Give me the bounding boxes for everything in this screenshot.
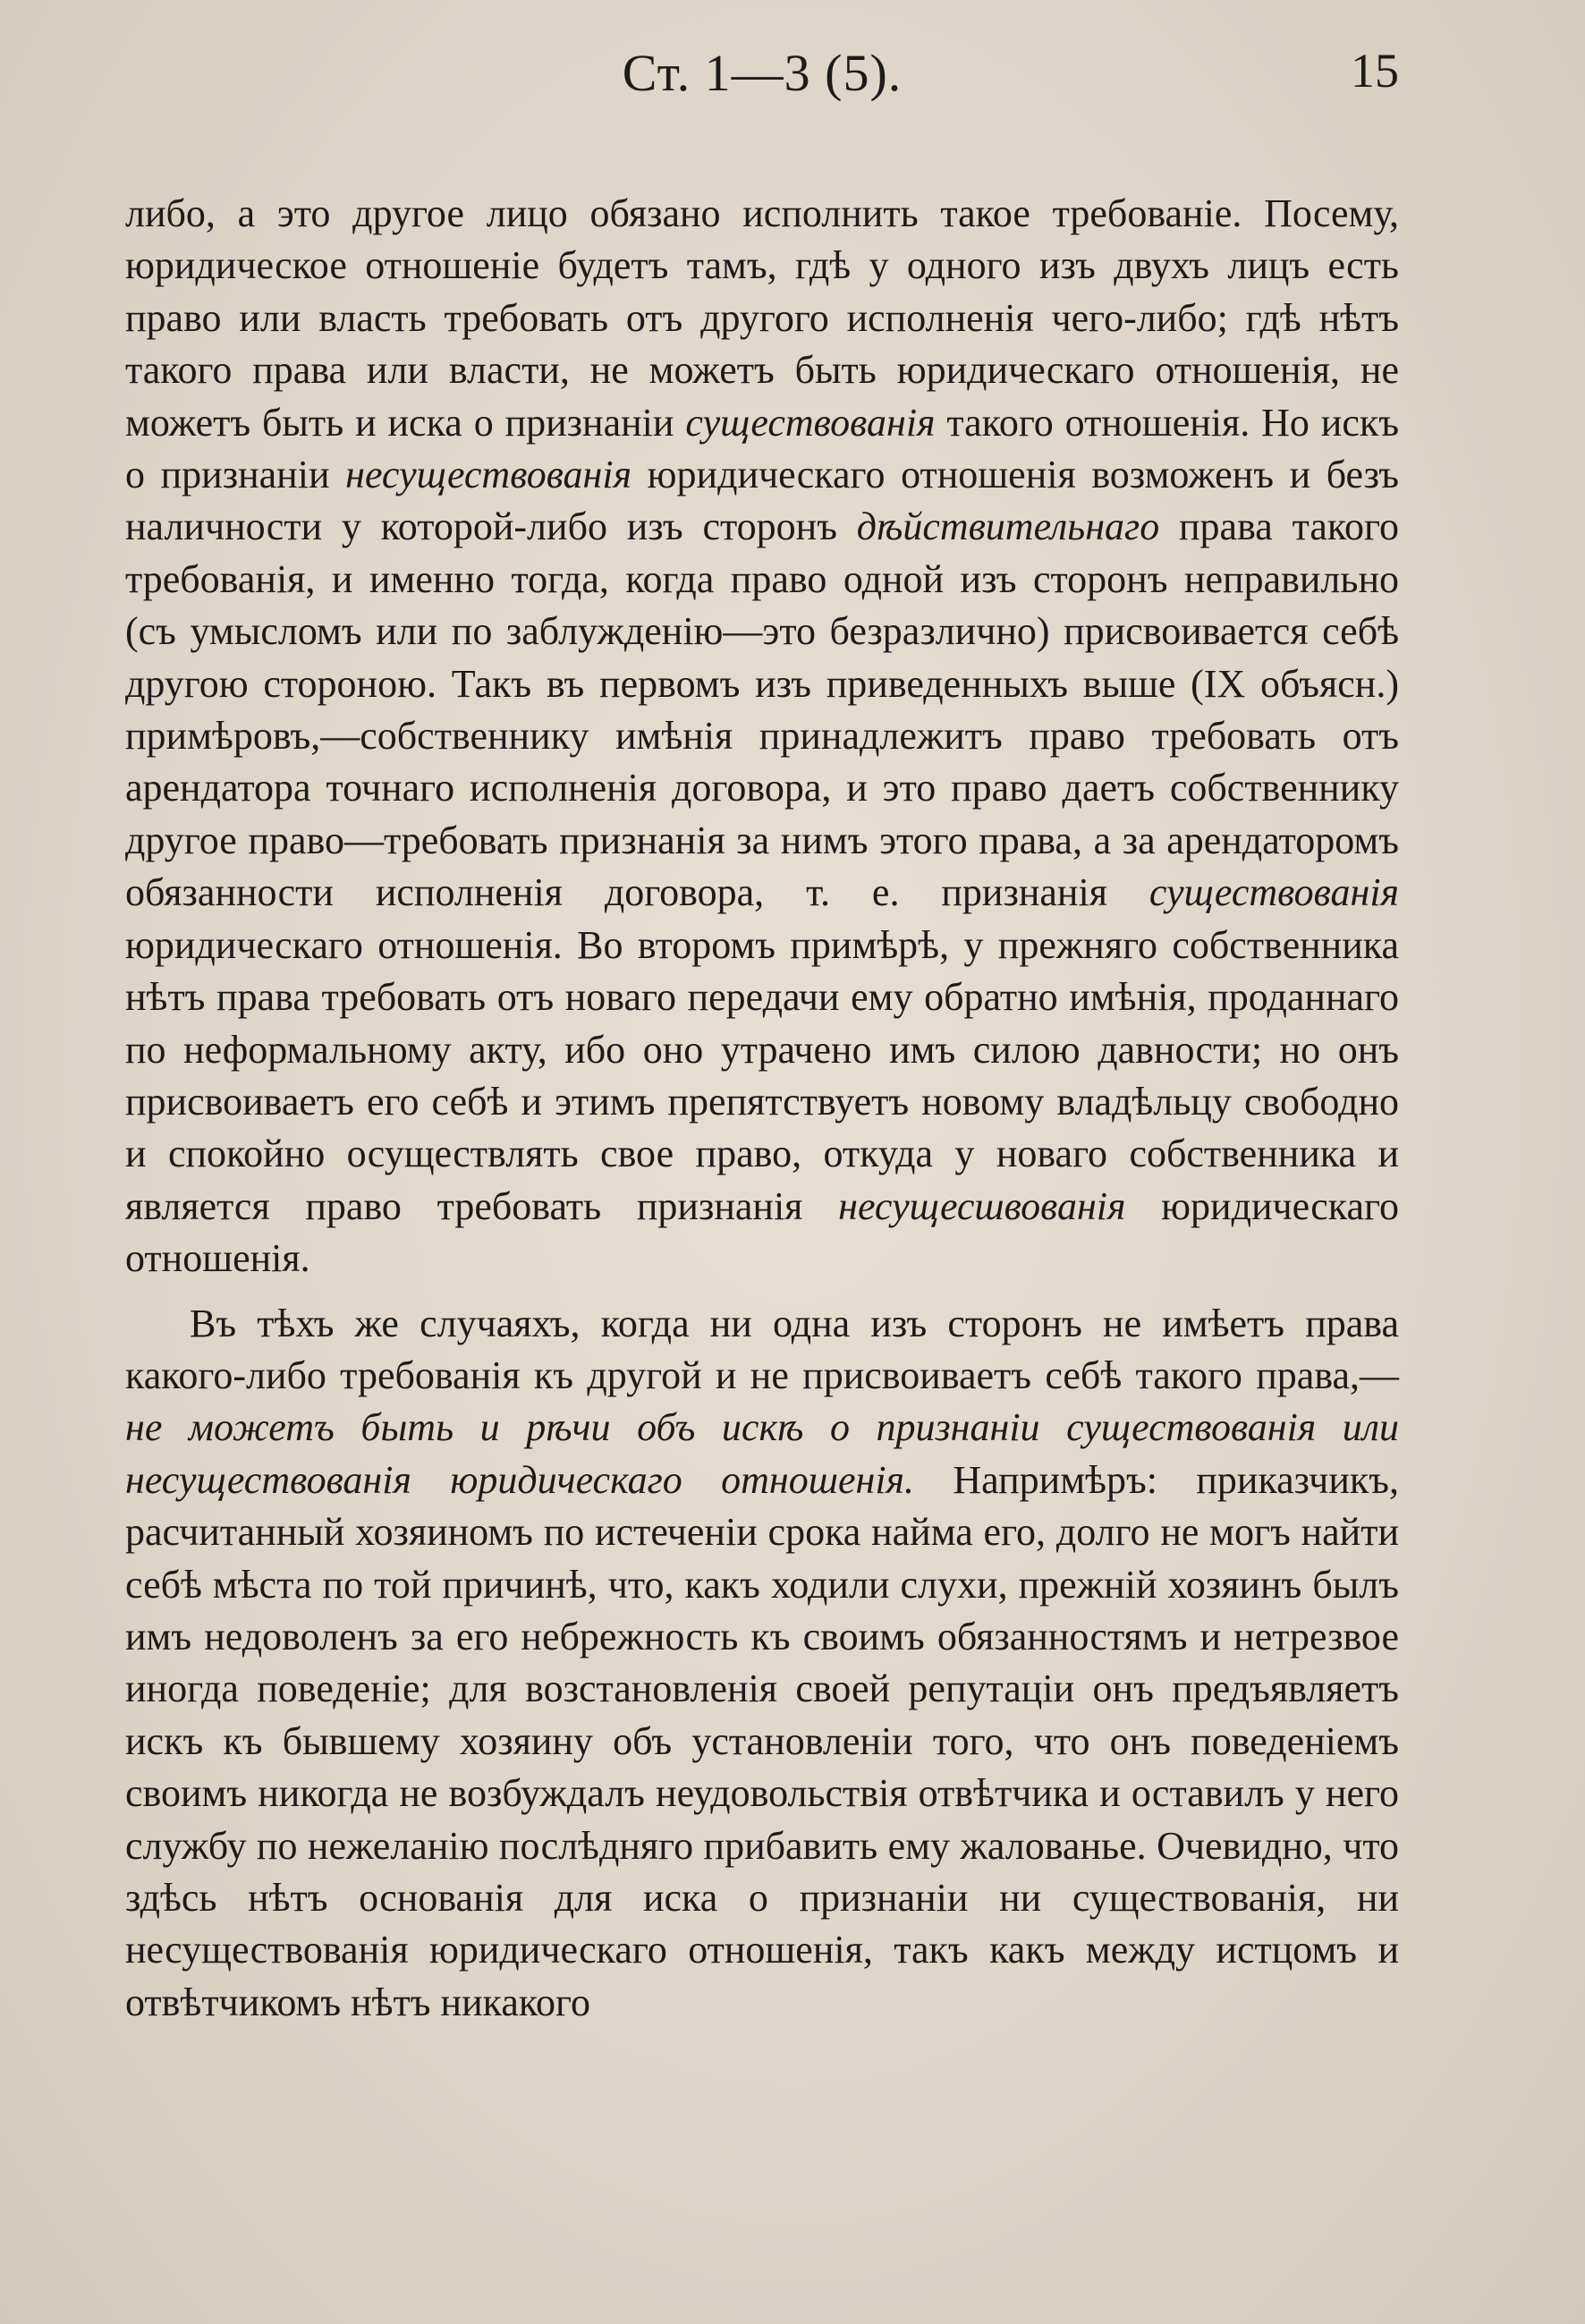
text-run: права такого требованія, и именно тогда, когда право одной изъ сторонъ неправильно (съ умысломъ или по заблужденію—это безразлично) присвоивается себѣ другою стороною. Такъ въ первомъ изъ приведенныхъ выше (IX объясн.) примѣровъ,—собственнику имѣнія принадлежитъ право требовать отъ арендатора точнаго исполненія договора, и это право даетъ собственнику другое право—требовать признанія за нимъ этого права, а за арендаторомъ обязанности исполненія договора, т. е. признанія xyxy=(125,505,1399,915)
text-run: такого отношенія. Но искъ о признаніи xyxy=(125,400,1400,497)
italic-run: не можетъ быть и рѣчи объ искѣ о признаніи существованія или несуществованія юридическаго отношенія. xyxy=(125,1405,1399,1502)
text-run: Въ тѣхъ же случаяхъ, когда ни одна изъ сторонъ не имѣетъ права какого-либо требованія къ другой и не присвоиваетъ себѣ такого права,— xyxy=(125,1301,1399,1397)
italic-run: существованія xyxy=(685,400,936,445)
body-text xyxy=(125,188,1399,2029)
running-header xyxy=(125,43,1399,115)
text-run: либо, а это другое лицо обязано исполнить такое требованіе. Посему, юридическое отношеніе будетъ тамъ, гдѣ у одного изъ двухъ лицъ есть право или власть требовать отъ другого исполненія чего-либо; гдѣ нѣтъ такого права или власти, не можетъ быть юридическаго отношенія, не можетъ быть и иска о признаніи xyxy=(125,191,1399,445)
page-number: 15 xyxy=(1351,44,1399,98)
italic-run: дѣйствительнаго xyxy=(856,505,1160,549)
paragraph-1 xyxy=(125,188,1399,1285)
header-title: Ст. 1—3 (5). xyxy=(622,44,903,102)
text-run: юридическаго отношенія. xyxy=(125,1183,1399,1281)
paragraph-2 xyxy=(125,1298,1399,2030)
italic-run: несуществованія xyxy=(345,453,632,497)
text-run: юридическаго отношенія. Во второмъ примѣрѣ, у прежняго собственника нѣтъ права требовать отъ новаго передачи ему обратно имѣнія, проданнаго по неформальному акту, ибо оно утрачено имъ силою давности; но онъ присвоиваетъ его себѣ и этимъ препятствуетъ новому владѣльцу свободно и спокойно осуществлять свое право, откуда у новаго собственника и является право требовать признанія xyxy=(125,922,1399,1228)
italic-run: несущесшвованія xyxy=(838,1183,1126,1228)
book-page xyxy=(125,43,1399,2029)
text-run: Напримѣръ: приказчикъ, расчитанный хозяиномъ по истеченіи срока найма его, долго не могъ найти себѣ мѣста по той причинѣ, что, какъ ходили слухи, прежній хозяинъ былъ имъ недоволенъ за его небрежность къ своимъ обязанностямъ и нетрезвое иногда поведеніе; для возстановленія своей репутаціи онъ предъявляетъ искъ къ бывшему хозяину объ установленіи того, что онъ поведеніемъ своимъ никогда не возбуждалъ неудовольствія отвѣтчика и оставилъ у него службу по нежеланію послѣдняго прибавить ему жалованье. Очевидно, что здѣсь нѣтъ основанія для иска о признаніи ни существованія, ни несуществованія юридическаго отношенія, такъ какъ между истцомъ и отвѣтчикомъ нѣтъ никакого xyxy=(125,1457,1399,2024)
text-run: юридическаго отношенія возможенъ и безъ наличности у которой-либо изъ сторонъ xyxy=(125,453,1399,549)
italic-run: существованія xyxy=(1148,870,1399,915)
